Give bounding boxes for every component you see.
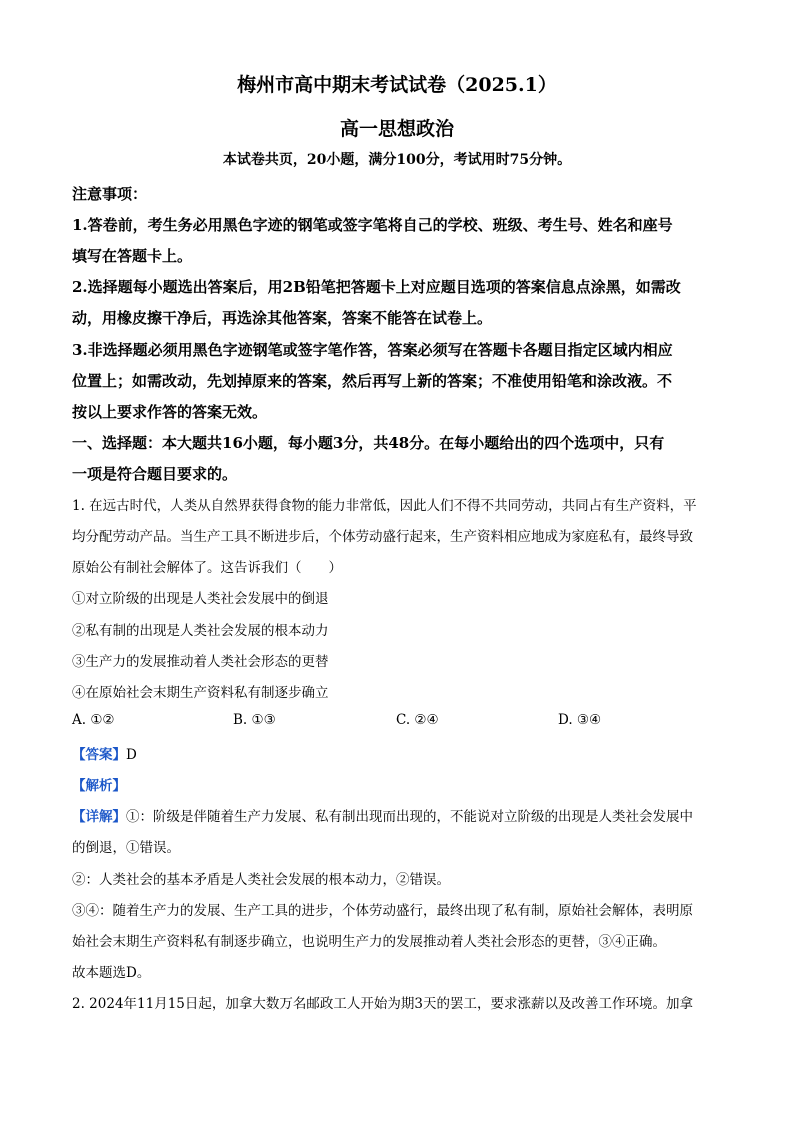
q1-item: ④在原始社会末期生产资料私有制逐步确立 [72,685,329,701]
q1-detail-line: 始社会末期生产资料私有制逐步确立，也说明生产力的发展推动着人类社会形态的更替，③④正确。 [72,934,666,950]
analysis-tag: 【解析】 [72,778,126,794]
q1-option-a: A. ①② [72,712,115,728]
q1-item: ③生产力的发展推动着人类社会形态的更替 [72,654,329,670]
notice-line: 按以上要求作答的答案无效。 [72,403,268,421]
notice-line: 填写在答题卡上。 [72,247,193,265]
notice-line: 3.非选择题必须用黑色字迹钢笔或签字笔作答，答案必须写在答题卡各题目指定区域内相应 [72,341,673,359]
section-heading: 一项是符合题目要求的。 [72,465,238,483]
notice-line: 动，用橡皮擦干净后，再选涂其他答案，答案不能答在试卷上。 [72,309,493,327]
q1-detail-line: ③④：随着生产力的发展、生产工具的进步，个体劳动盛行，最终出现了私有制，原始社会解体，表明原 [72,903,693,919]
notice-line: 2.选择题每小题选出答案后，用2B铅笔把答题卡上对应题目选项的答案信息点涂黑，如需改 [72,278,681,296]
q1-stem-line: 1. 在远古时代，人类从自然界获得食物的能力非常低，因此人们不得不共同劳动，共同占有生产资料，平 [72,498,697,514]
q1-option-c: C. ②④ [396,712,439,728]
notice-heading: 注意事项： [72,185,148,203]
q1-detail-line: 故本题选D。 [72,965,151,981]
q1-detail-line: 的倒退，①错误。 [72,840,180,856]
detail-tag: 【详解】 [72,809,126,825]
q1-analysis-heading [72,774,126,794]
q2-stem-line: 2. 2024年11月15日起，加拿大数万名邮政工人开始为期3天的罢工，要求涨薪以及改善工作环境。加拿 [72,996,693,1012]
notice-line: 位置上；如需改动，先划掉原来的答案，然后再写上新的答案；不准使用铅笔和涂改液。不 [72,372,673,390]
q1-stem-line: 原始公有制社会解体了。这告诉我们（ ） [72,560,342,576]
answer-tag: 【答案】 [72,747,126,763]
q1-item: ②私有制的出现是人类社会发展的根本动力 [72,623,329,639]
q1-option-d: D. ③④ [558,712,602,728]
q1-detail-line: 【详解】①：阶级是伴随着生产力发展、私有制出现而出现的，不能说对立阶级的出现是人类社会发展中 [72,809,693,825]
exam-title: 梅州市高中期末考试试卷（2025.1） [237,74,557,96]
section-heading: 一、选择题：本大题共16小题，每小题3分，共48分。在每小题给出的四个选项中，只有 [72,434,665,452]
notice-line: 1.答卷前，考生务必用黑色字迹的钢笔或签字笔将自己的学校、班级、考生号、姓名和座号 [72,216,673,234]
exam-subject: 高一思想政治 [339,118,454,140]
exam-info: 本试卷共页，20小题，满分100分，考试用时75分钟。 [222,152,572,168]
q1-detail-line: ②：人类社会的基本矛盾是人类社会发展的根本动力，②错误。 [72,872,450,888]
answer-value: D [126,747,137,763]
q1-option-b: B. ①③ [233,712,276,728]
q1-answer [72,743,137,763]
q1-item: ①对立阶级的出现是人类社会发展中的倒退 [72,591,329,607]
q1-stem-line: 均分配劳动产品。当生产工具不断进步后，个体劳动盛行起来，生产资料相应地成为家庭私有，最终导致 [72,529,693,545]
